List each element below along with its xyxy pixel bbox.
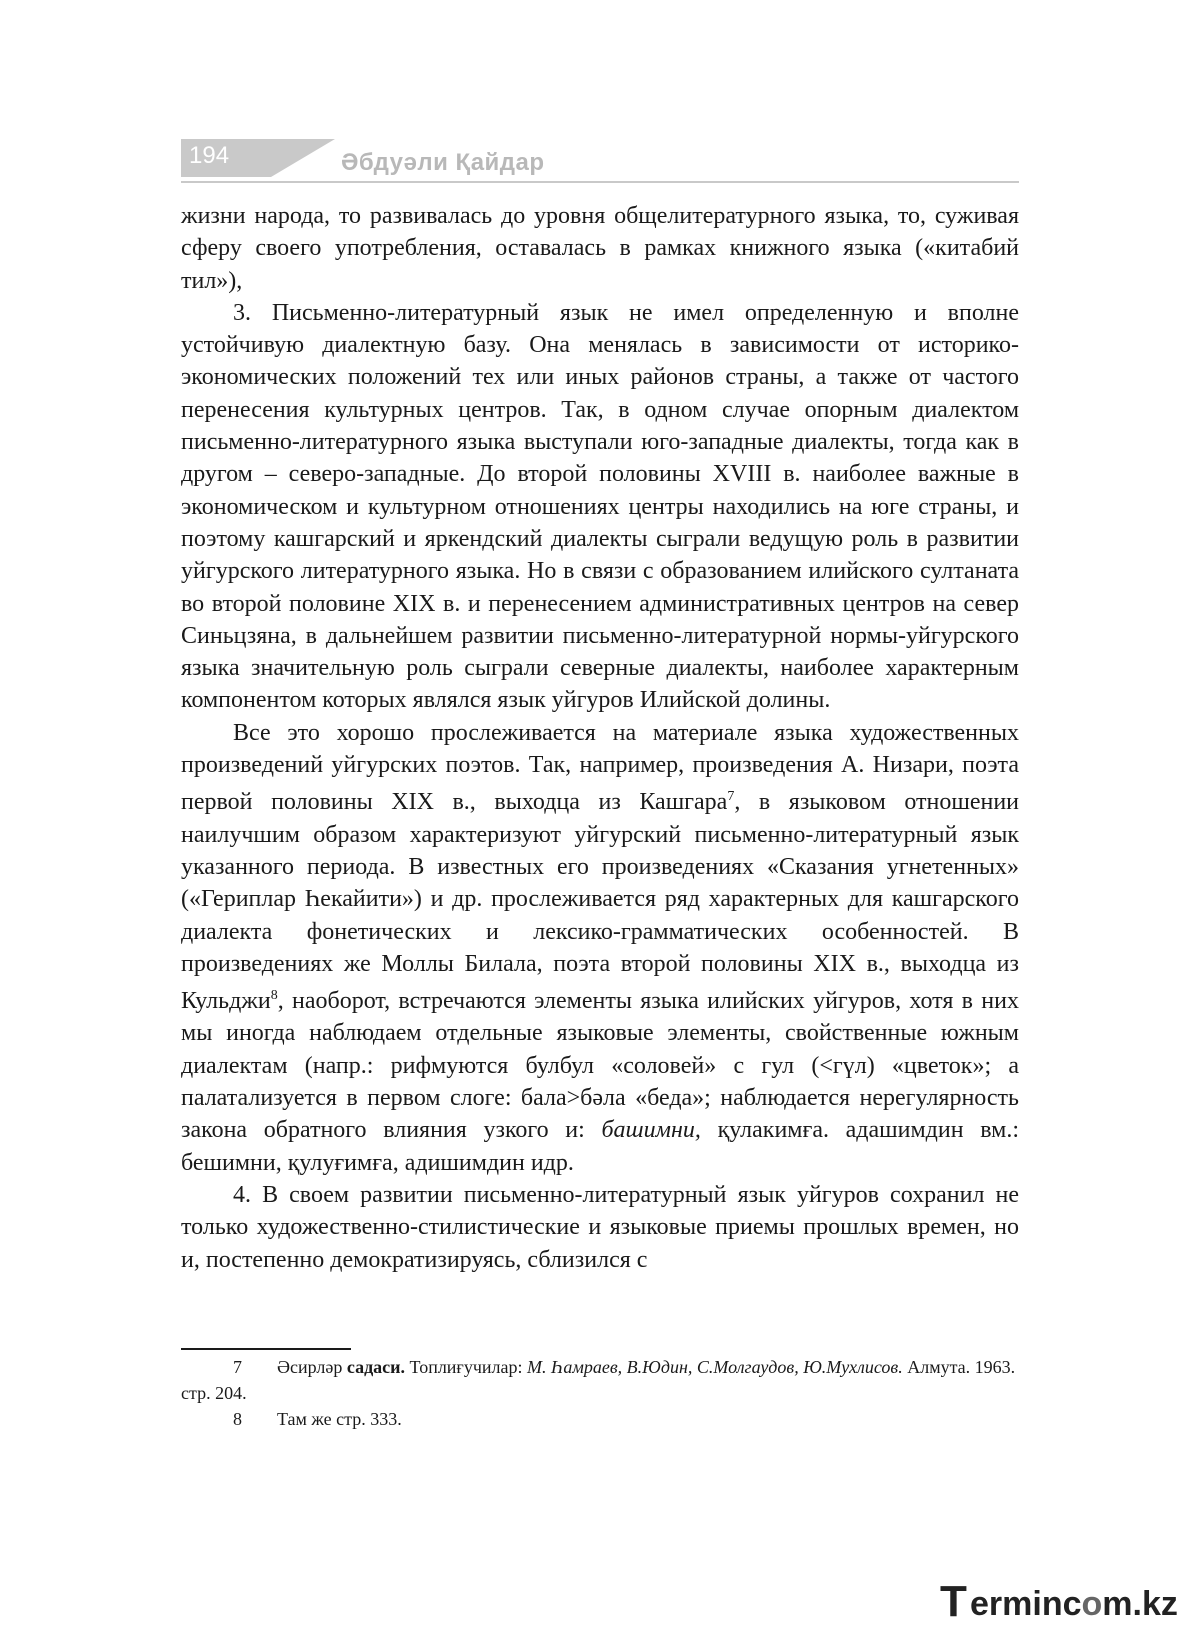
page-number: 194 <box>189 142 230 169</box>
watermark-part-2: m.kz <box>1102 1585 1178 1623</box>
paragraph-2: 3. Письменно-литературный язык не имел определенную и вполне устойчивую диалектную базу. Она менялась в зависимости от историко-экономических положений тех или иных районов страны, а также от частого перенесения культурных центров. Так, в одном случае опорным диалектом письменно-литературного языка выступали юго-западные диалекты, тогда как в другом – северо-западные. До второй половины XVIII в. наиболее важные в экономическом и культурном отношениях центры находились на юге страны, и поэтому кашгарский и яркендский диалекты сыграли ведущую роль в развитии уйгурского литературного языка. Но в связи с образованием илийского султаната во второй половине XIX в. и перенесением административных центров на север Синьцзяна, в дальнейшем развитии письменно-литературной нормы-уйгурского языка значительную роль сыграли северные диалекты, наиболее характерным компонентом которых являлся язык уйгуров Илийской долины. <box>181 299 1019 714</box>
footnotes <box>181 1354 1019 1432</box>
main-text <box>181 200 1019 1276</box>
footnote-compilers-label: Топлиғучилар: <box>405 1357 527 1377</box>
page-number-tab-arrow <box>271 139 335 177</box>
watermark-o: o <box>1081 1585 1103 1623</box>
paragraph-4: 4. В своем развитии письменно-литературный язык уйгуров сохранил не только художественно-стилистические и языковые приемы прошлых времен, но и, постепенно демократизируясь, сблизился с <box>181 1181 1019 1273</box>
footnote-number: 7 <box>233 1357 242 1377</box>
footnote-number: 8 <box>233 1409 242 1429</box>
paragraph-1: жизни народа, то развивалась до уровня общелитературного языка, то, суживая сферу своего употребления, оставалась в рамках книжного языка («китабий тил»), <box>181 203 1019 294</box>
footnote-separator <box>181 1348 351 1350</box>
paragraph-3-italic-word: башимни, <box>601 1117 701 1144</box>
footnote-compilers: М. Һамраев, В.Юдин, С.Молгаудов, Ю.Мухлисов. <box>526 1357 903 1377</box>
watermark-text <box>970 1585 1178 1624</box>
paragraph-3 <box>181 717 1019 1179</box>
watermark-part-1: erminc <box>970 1585 1082 1623</box>
footnote-source-bold: садаси. <box>346 1357 406 1377</box>
watermark-initial: T <box>940 1577 967 1626</box>
paragraph-3-part-4: қулакимға. адашимдин вм.: бешимни, қулуғимға, адишимдин идр. <box>181 1117 1020 1176</box>
footnote-ref-7[interactable]: 7 <box>727 789 735 805</box>
footnote-text: Там же стр. 333. <box>277 1409 402 1429</box>
footnote-8 <box>181 1406 1019 1432</box>
watermark-logo <box>940 1577 1178 1626</box>
header-author: Әбдуәли Қайдар <box>341 149 545 176</box>
footnote-7 <box>181 1354 1019 1406</box>
footnote-ref-8[interactable]: 8 <box>270 988 278 1004</box>
paragraph-3-part-2: , в языковом отношении наилучшим образом характеризуют уйгурский письменно-литературный язык указанного периода. В известных его произведениях «Сказания угнетенных» («Гериплар Һекайити») и др. прослеживается ряд характерных для кашгарского диалекта фонетических и лексико-грамматических особенностей. В произведениях же Моллы Билала, поэта второй половины XIX в., выходца из Кульджи <box>181 789 1020 1015</box>
running-header <box>181 137 1019 189</box>
footnote-publication: Алмута. 1963. стр. 204. <box>181 1357 1016 1403</box>
header-rule <box>181 181 1019 183</box>
paragraph-3-part-3: , наоборот, встречаются элементы языка илийских уйгуров, хотя в них мы иногда наблюдаем отдельные языковые элементы, свойственные южным диалектам (напр.: рифмуются булбул «соловей» с гул (<гүл) «цветок»; а палатализуется в первом слоге: бала>бәла «беда»; наблюдается нерегулярность закона обратного влияния узкого и: <box>181 988 1019 1144</box>
paragraph-3-part-1: Все это хорошо прослеживается на материале языка художественных произведений уйгурских поэтов. Так, например, произведения А. Низари, поэта первой половины XIX в., выходца из Кашгара <box>181 719 1019 816</box>
footnote-source-title: Әсирләр <box>277 1357 343 1377</box>
